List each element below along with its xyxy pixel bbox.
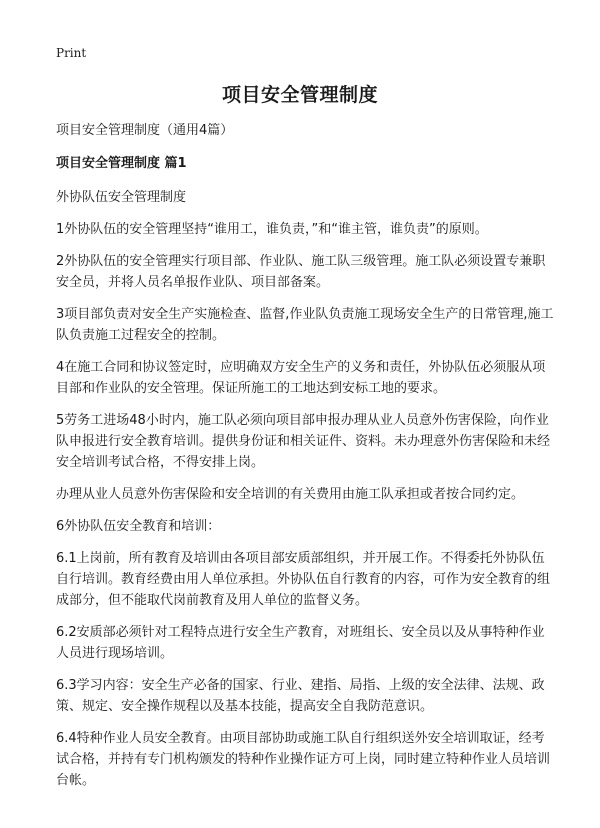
document-body bbox=[56, 120, 556, 802]
paragraph: 6外协队伍安全教育和培训： bbox=[56, 519, 221, 534]
paragraph: 3项目部负责对安全生产实施检查、监督,作业队负责施工现场安全生产的日常管理,施工队负责施工过程安全的控制。 bbox=[56, 307, 554, 343]
section-heading: 项目安全管理制度 篇1 bbox=[56, 156, 187, 171]
print-link[interactable]: Print bbox=[56, 46, 87, 60]
paragraph: 1外协队伍的安全管理坚持“谁用工，谁负责，”和“谁主管，谁负责”的原则。 bbox=[56, 222, 488, 237]
paragraph: 6.3学习内容：安全生产必备的国家、行业、建指、局指、上级的安全法律、法规、政策、规定、安全操作规程以及基本技能，提高安全自我防范意识。 bbox=[56, 678, 545, 714]
paragraph: 5劳务工进场48小时内，施工队必须向项目部申报办理从业人员意外伤害保险，向作业队申报进行安全教育培训。提供身份证和相关证件、资料。未办理意外伤害保险和未经安全培训考试合格，不得安排上岗。 bbox=[56, 413, 551, 470]
paragraph: 4在施工合同和协议签定时，应明确双方安全生产的义务和责任，外协队伍必须服从项目部和作业队的安全管理。保证所施工的工地达到安标工地的要求。 bbox=[56, 360, 546, 396]
paragraph: 外协队伍安全管理制度 bbox=[56, 190, 187, 205]
paragraph: 2外协队伍的安全管理实行项目部、作业队、施工队三级管理。施工队必须设置专兼职安全员，并将人员名单报作业队、项目部备案。 bbox=[56, 254, 546, 290]
paragraph: 6.1上岗前，所有教育及培训由各项目部安质部组织，并开展工作。不得委托外协队伍自行培训。教育经费由用人单位承担。外协队伍自行教育的内容，可作为安全教育的组成部分，但不能取代岗前教育及用人单位的监督义务。 bbox=[56, 551, 551, 608]
paragraph: 6.4特种作业人员安全教育。由项目部协助或施工队自行组织送外安全培训取证，经考试合格，并持有专门机构颁发的特种作业操作证方可上岗，同时建立特种作业人员培训台帐。 bbox=[56, 731, 551, 788]
document-subtitle: 项目安全管理制度（通用4篇） bbox=[56, 123, 234, 138]
paragraph: 6.2安质部必须针对工程特点进行安全生产教育，对班组长、安全员以及从事特种作业人员进行现场培训。 bbox=[56, 625, 545, 661]
document-title: 项目安全管理制度 bbox=[221, 84, 378, 106]
paragraph: 办理从业人员意外伤害保险和安全培训的有关费用由施工队承担或者按合同约定。 bbox=[56, 487, 525, 502]
